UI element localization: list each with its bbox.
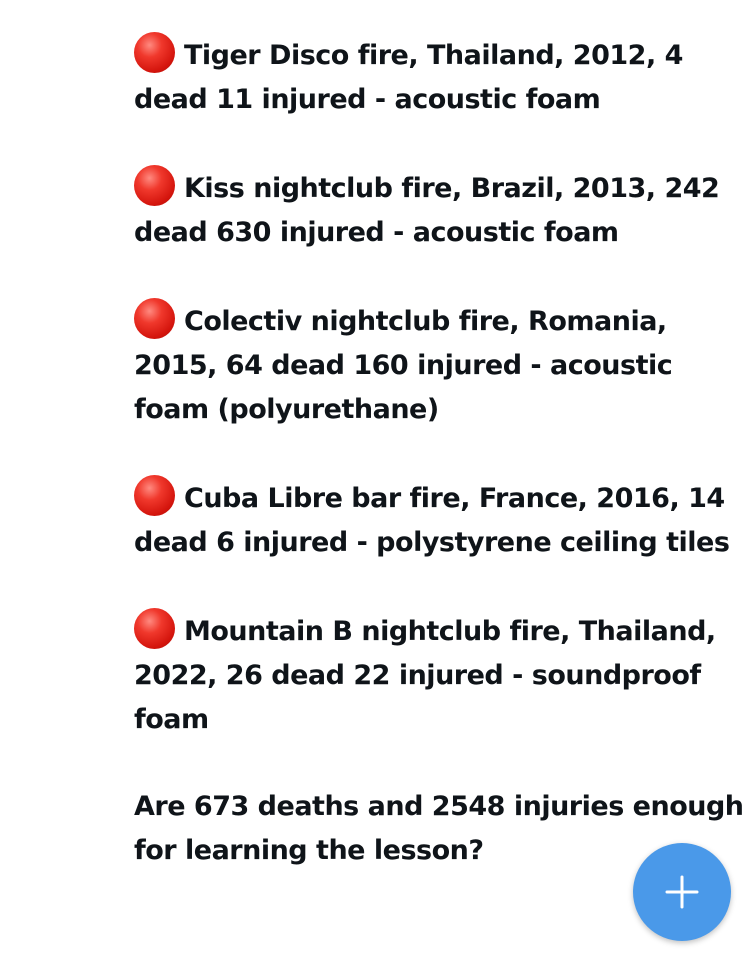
list-item: [134, 608, 746, 742]
compose-button[interactable]: [633, 843, 731, 941]
red-circle-icon: [134, 608, 175, 649]
red-circle-icon: [134, 298, 175, 339]
list-item: [134, 475, 746, 565]
red-circle-icon: [134, 475, 175, 516]
red-circle-icon: [134, 165, 175, 206]
list-item: [134, 32, 746, 122]
list-item-text: Colectiv nightclub fire, Romania, 2015, 64 dead 160 injured - acoustic foam (polyurethane): [134, 306, 673, 425]
plus-icon: [664, 874, 700, 910]
post-body: [134, 32, 746, 916]
list-item: [134, 165, 746, 255]
list-item-text: Kiss nightclub fire, Brazil, 2013, 242 dead 630 injured - acoustic foam: [134, 173, 720, 248]
list-item-text: Cuba Libre bar fire, France, 2016, 14 dead 6 injured - polystyrene ceiling tiles: [134, 483, 730, 558]
red-circle-icon: [134, 32, 175, 73]
list-item-text: Tiger Disco fire, Thailand, 2012, 4 dead 11 injured - acoustic foam: [134, 40, 683, 115]
list-item: [134, 298, 746, 432]
closing-question: Are 673 deaths and 2548 injuries enough for learning the lesson?: [134, 791, 744, 866]
list-item-text: Mountain B nightclub fire, Thailand, 2022, 26 dead 22 injured - soundproof foam: [134, 616, 716, 735]
